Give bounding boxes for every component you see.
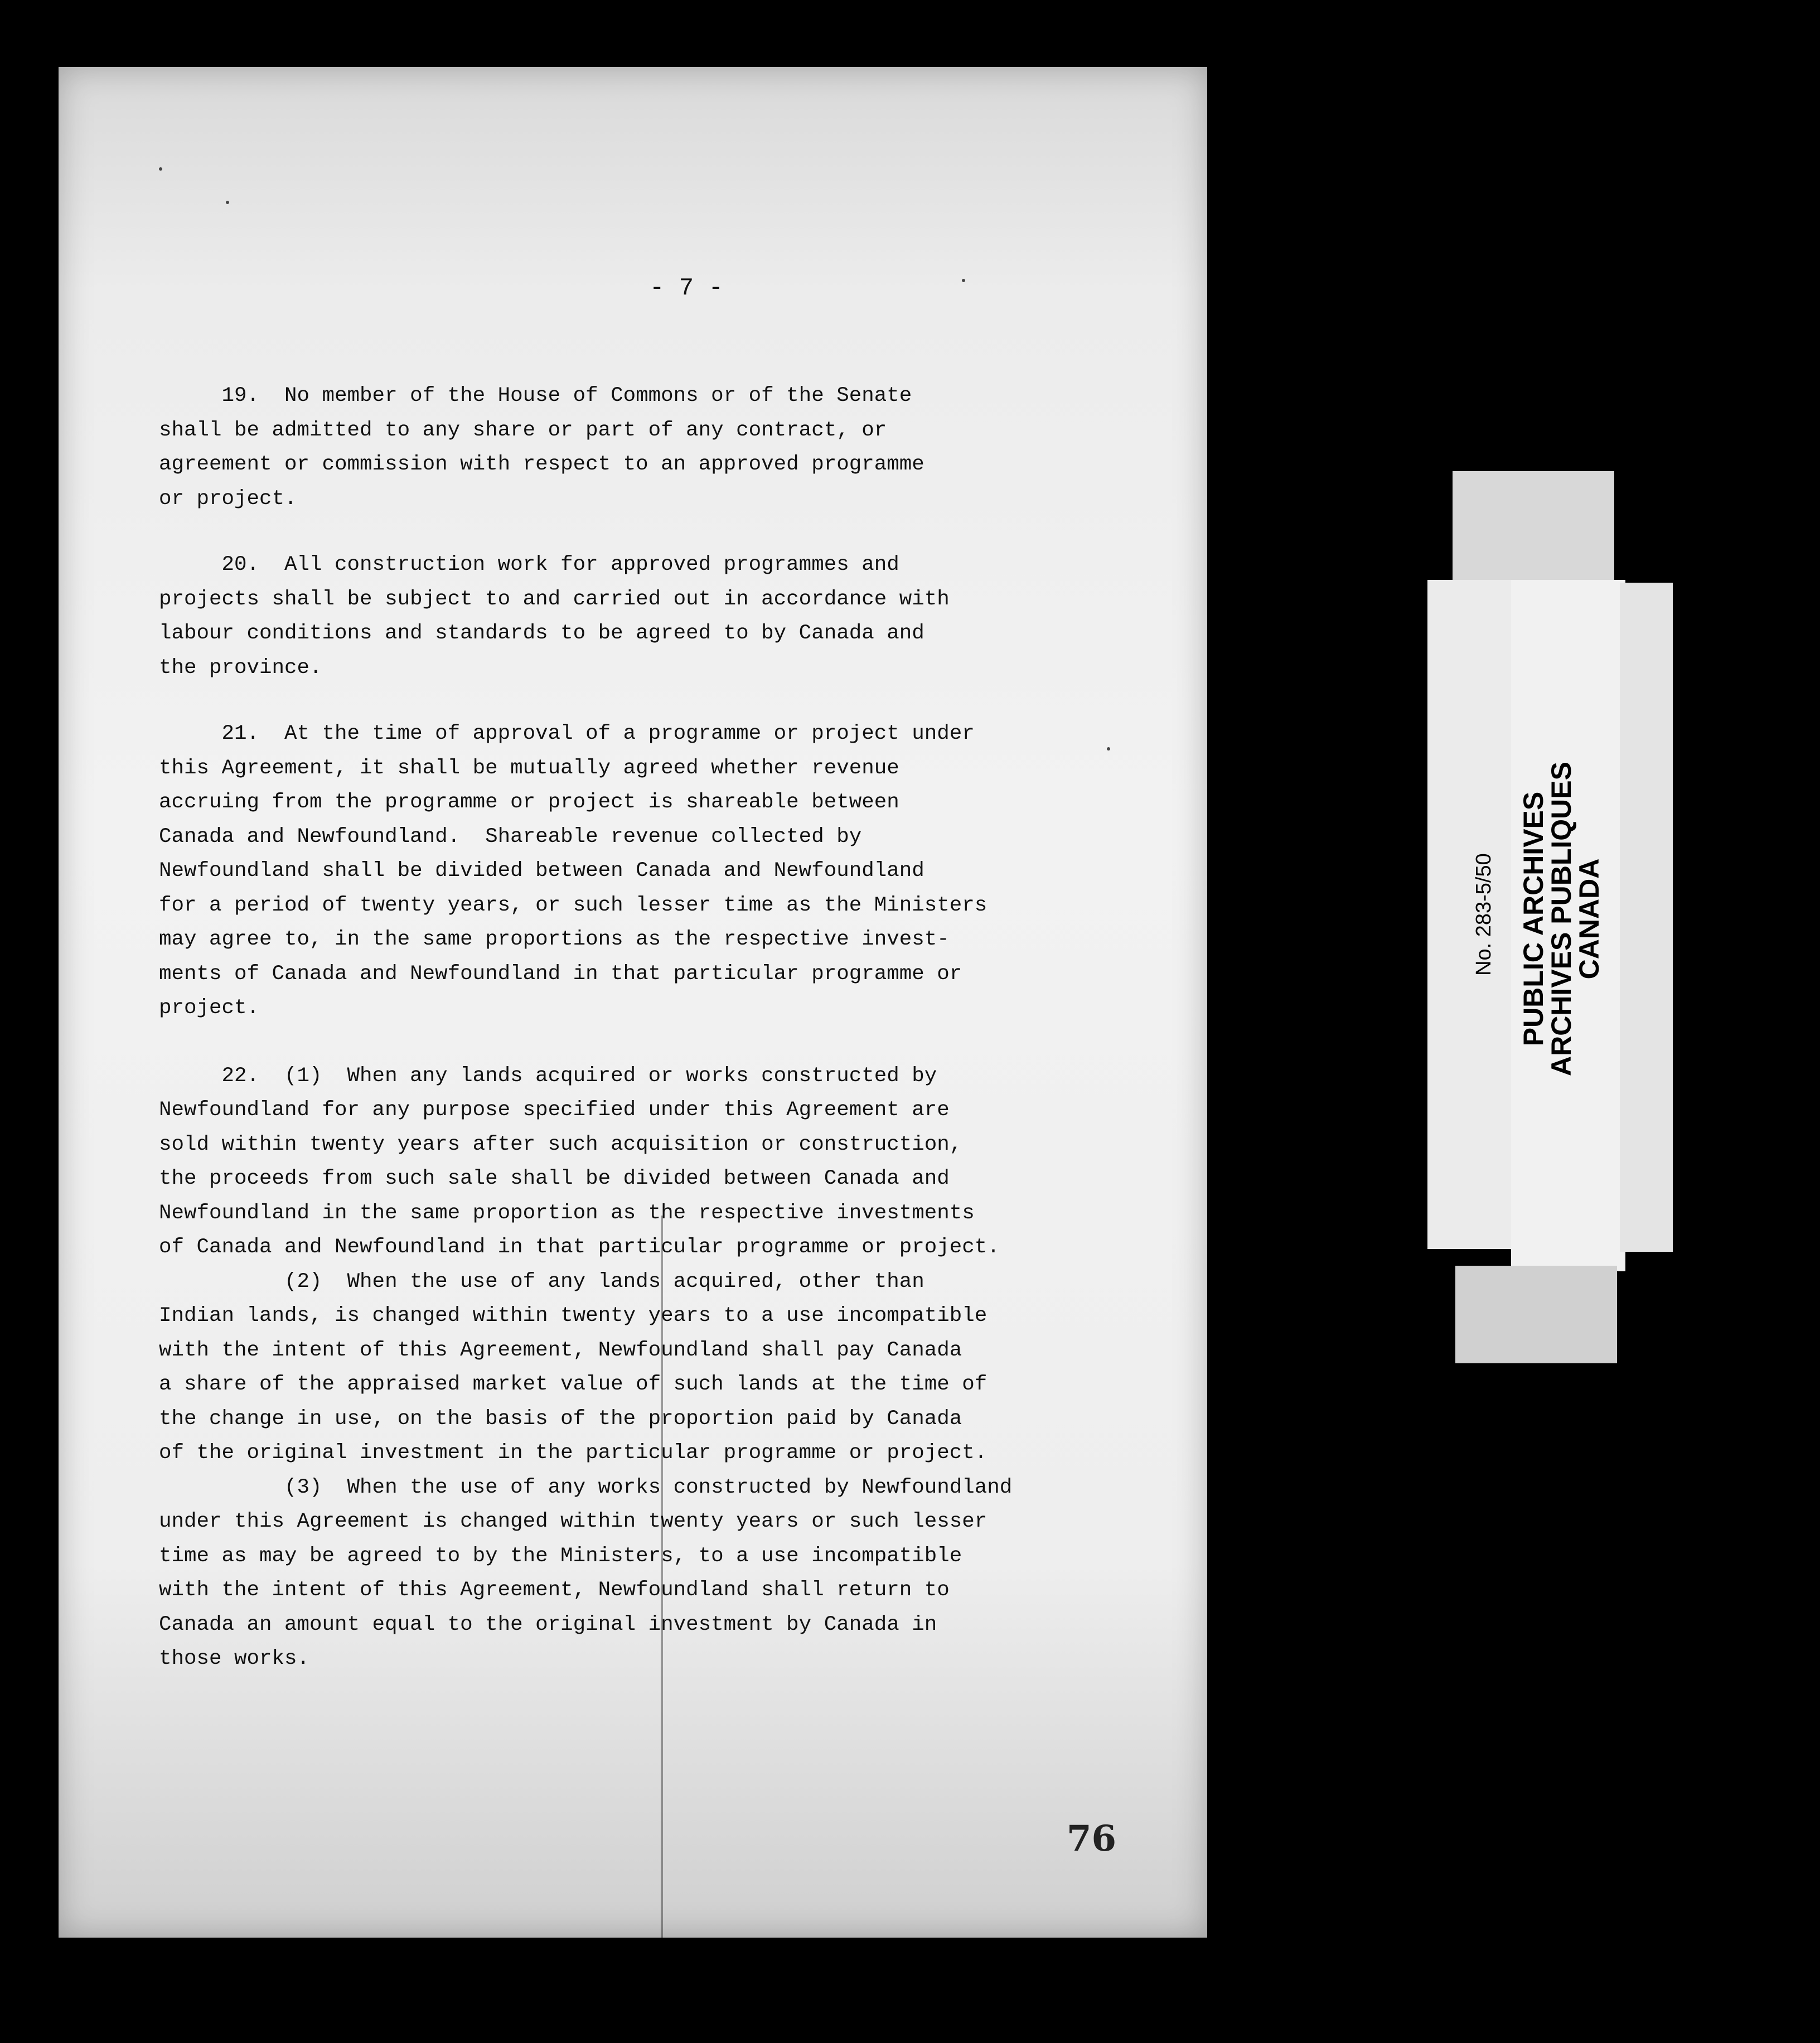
paragraph-19 (159, 379, 1163, 516)
text-line: with the intent of this Agreement, Newfoundland shall pay Canada (159, 1338, 962, 1362)
text-line: for a period of twenty years, or such lesser time as the Ministers (159, 893, 988, 917)
text-line: Canada and Newfoundland. Shareable revenue collected by (159, 825, 862, 849)
text-line: sold within twenty years after such acquisition or construction, (159, 1132, 962, 1156)
text-line: Canada an amount equal to the original investment by Canada in (159, 1613, 937, 1637)
archive-line: CANADA (1574, 858, 1605, 980)
text-line: the province. (159, 656, 322, 680)
text-line: 21. At the time of approval of a programme or project under (159, 722, 975, 745)
text-line: time as may be agreed to by the Ministers, to a use incompatible (159, 1544, 962, 1568)
archive-name (1519, 762, 1603, 1076)
archive-label-right-strip (1620, 583, 1673, 1252)
archive-line: PUBLIC ARCHIVES (1518, 791, 1549, 1047)
text-line: the proceeds from such sale shall be divided between Canada and (159, 1167, 950, 1190)
text-line: Newfoundland shall be divided between Canada and Newfoundland (159, 859, 924, 883)
text-line: this Agreement, it shall be mutually agreed whether revenue (159, 756, 899, 780)
text-line: projects shall be subject to and carried out in accordance with (159, 587, 950, 611)
paragraph-20 (159, 548, 1163, 685)
text-line: (2) When the use of any lands acquired, other than (159, 1270, 924, 1294)
text-line: of the original investment in the particular programme or project. (159, 1441, 988, 1465)
dust-speck (159, 167, 162, 171)
archive-label-bottom-tab (1455, 1266, 1617, 1363)
text-line: shall be admitted to any share or part of any contract, or (159, 418, 887, 442)
text-line: 19. No member of the House of Commons or of the Senate (159, 384, 912, 408)
text-line: those works. (159, 1647, 310, 1671)
dust-speck (226, 201, 229, 204)
paragraph-21 (159, 717, 1163, 1026)
archive-reference: No. 283-5/50 (1472, 853, 1495, 976)
text-line: may agree to, in the same proportions as the respective invest- (159, 928, 950, 951)
text-line: accruing from the programme or project is shareable between (159, 791, 899, 814)
text-line: (3) When the use of any works constructed by Newfoundland (159, 1475, 1013, 1499)
archive-label (1472, 619, 1605, 1221)
text-line: the change in use, on the basis of the proportion paid by Canada (159, 1407, 962, 1431)
archive-line: ARCHIVES PUBLIQUES (1546, 762, 1577, 1076)
page-crease (661, 1216, 663, 1938)
text-line: Newfoundland for any purpose specified under this Agreement are (159, 1098, 950, 1122)
text-line: 20. All construction work for approved programmes and (159, 553, 899, 577)
text-line: ments of Canada and Newfoundland in that particular programme or (159, 962, 962, 986)
page-number: - 7 - (650, 274, 724, 302)
text-line: 22. (1) When any lands acquired or works constructed by (159, 1064, 937, 1088)
text-line: labour conditions and standards to be agreed to by Canada and (159, 622, 924, 645)
text-line: of Canada and Newfoundland in that particular programme or project. (159, 1236, 1000, 1259)
folio-number: 76 (1067, 1818, 1117, 1860)
text-line: under this Agreement is changed within twenty years or such lesser (159, 1510, 988, 1533)
text-line: a share of the appraised market value of such lands at the time of (159, 1373, 988, 1396)
text-line: Indian lands, is changed within twenty years to a use incompatible (159, 1304, 988, 1328)
text-line: agreement or commission with respect to an approved programme (159, 453, 924, 476)
text-line: Newfoundland in the same proportion as the respective investments (159, 1201, 975, 1225)
text-line: with the intent of this Agreement, Newfoundland shall return to (159, 1579, 950, 1602)
dust-speck (962, 279, 965, 282)
document-page (59, 67, 1207, 1938)
archive-label-top-tab (1453, 471, 1614, 583)
text-line: or project. (159, 487, 297, 511)
text-line: project. (159, 996, 260, 1020)
dust-speck (1107, 747, 1110, 751)
